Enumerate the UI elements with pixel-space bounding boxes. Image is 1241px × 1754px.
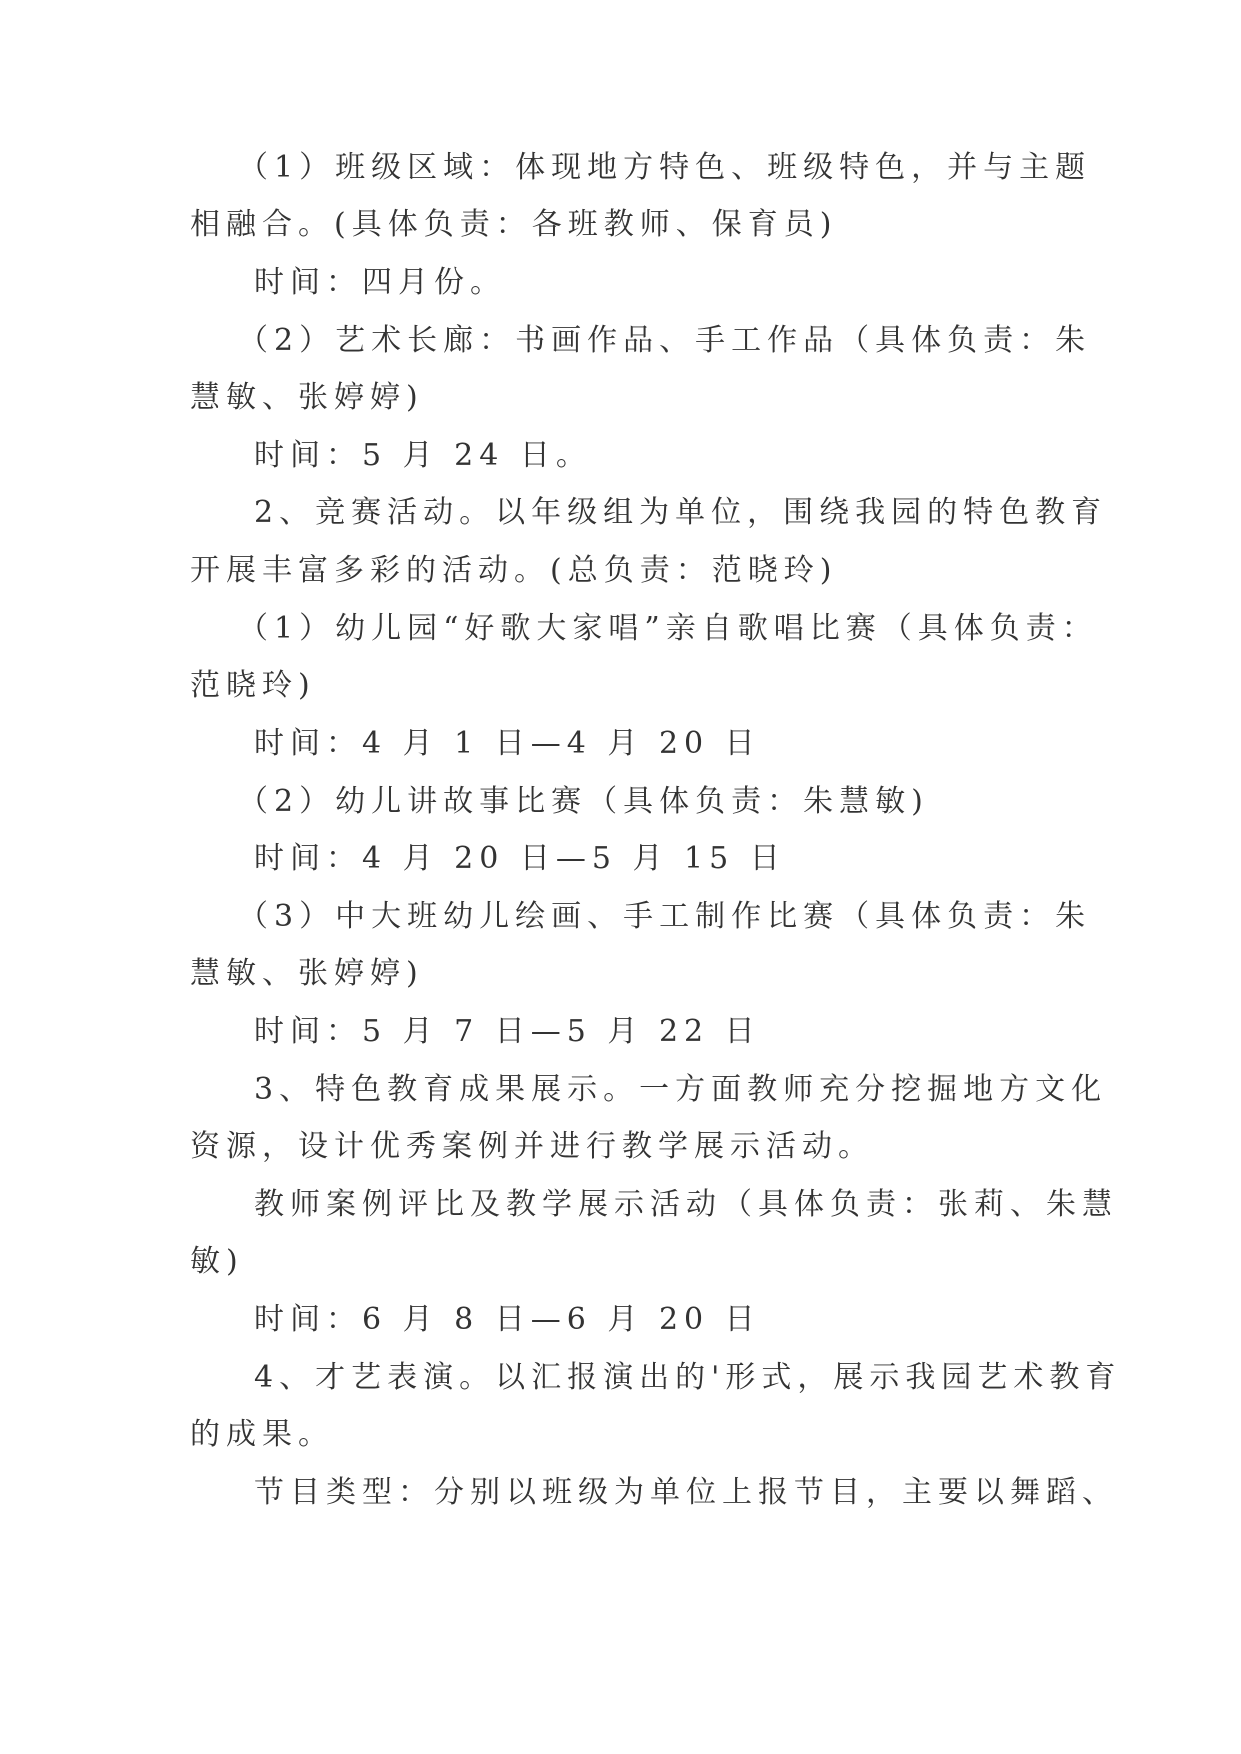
text-line: 教师案例评比及教学展示活动（具体负责：张莉、朱慧 — [254, 1187, 1118, 1222]
text-line: 时间：4 月 1 日—4 月 20 日 — [254, 726, 761, 761]
text-line: 敏) — [190, 1244, 244, 1279]
text-line: （2）艺术长廊：书画作品、手工作品（具体负责：朱 — [238, 323, 1092, 358]
text-line: 时间：5 月 24 日。 — [254, 438, 592, 473]
text-line: （1）幼儿园“好歌大家唱”亲自歌唱比赛（具体负责： — [238, 611, 1098, 646]
text-line: （3）中大班幼儿绘画、手工制作比赛（具体负责：朱 — [238, 899, 1092, 934]
text-line: 慧敏、张婷婷) — [190, 956, 424, 991]
text-line: （2）幼儿讲故事比赛（具体负责：朱慧敏) — [238, 784, 929, 819]
text-line: （1）班级区域：体现地方特色、班级特色，并与主题 — [238, 150, 1092, 185]
text-line: 资源，设计优秀案例并进行教学展示活动。 — [190, 1129, 874, 1164]
text-line: 时间：四月份。 — [254, 265, 506, 300]
text-line: 2、竞赛活动。以年级组为单位，围绕我园的特色教育 — [254, 495, 1108, 530]
text-line: 的成果。 — [190, 1417, 334, 1452]
text-line: 慧敏、张婷婷) — [190, 380, 424, 415]
text-line: 时间：4 月 20 日—5 月 15 日 — [254, 841, 786, 876]
text-line: 节目类型：分别以班级为单位上报节目，主要以舞蹈、 — [254, 1475, 1118, 1510]
text-line: 3、特色教育成果展示。一方面教师充分挖掘地方文化 — [254, 1072, 1108, 1107]
text-line: 时间：5 月 7 日—5 月 22 日 — [254, 1014, 761, 1049]
text-line: 范晓玲) — [190, 668, 316, 703]
text-line: 相融合。(具体负责：各班教师、保育员) — [190, 207, 838, 242]
text-line: 时间：6 月 8 日—6 月 20 日 — [254, 1302, 761, 1337]
text-line: 4、才艺表演。以汇报演出的'形式，展示我园艺术教育 — [254, 1360, 1122, 1395]
text-line: 开展丰富多彩的活动。(总负责：范晓玲) — [190, 553, 838, 588]
